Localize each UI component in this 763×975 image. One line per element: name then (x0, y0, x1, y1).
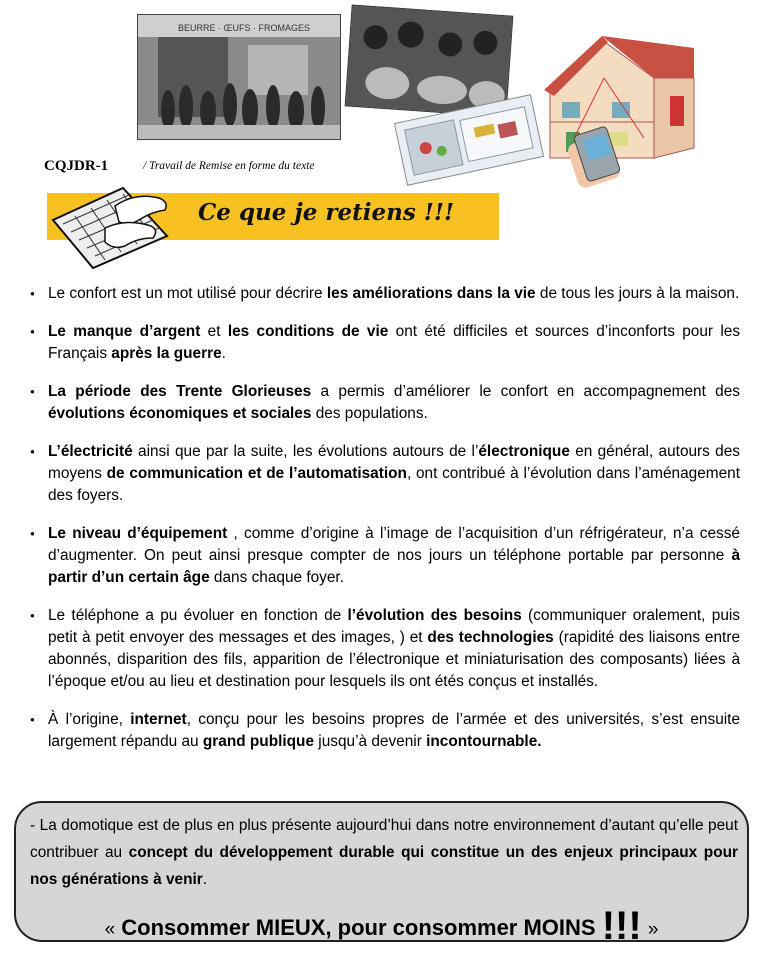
slogan-open-quote: « (104, 919, 116, 940)
photo-market-crowd (345, 4, 514, 117)
document-code: CQJDR-1 (44, 158, 109, 174)
banner-title: Ce que je retiens !!! (198, 199, 455, 226)
bullet-item: ● Le niveau d’équipement , comme d’origine à l’image de l’acquisition d’un réfrigérateur, n’a cessé d’augmenter. On peut ainsi presque compter de nos jours un téléphone portable par personne à partir d’un certain âge dans chaque foyer. (30, 523, 740, 589)
bullet-item: ● Le téléphone a pu évoluer en fonction de l’évolution des besoins (communiquer oralement, puis petit à petit envoyer des messages et des images, ) et des technologies (rapidité des liaisons entre abonnés, disparition des fils, apparition de l’électronique et miniaturisation des composants) liées à l’époque et/ou au lieu et destination pour lesquels ils ont étés conçus et installés. (30, 605, 740, 693)
photo-postwar-queue (137, 14, 341, 140)
bullet-item: ● Le manque d’argent et les conditions de vie ont été difficiles et sources d’inconforts pour les Français après la guerre. (30, 321, 740, 365)
slogan (0, 904, 763, 949)
summary-bullets (30, 283, 740, 753)
bullet-item: ● À l’origine, internet, conçu pour les besoins propres de l’armée et des universités, s’est ensuite largement répandu au grand publique jusqu’à devenir incontournable. (30, 709, 740, 753)
queue-photo-sign: BEURRE · ŒUFS · FROMAGES (178, 23, 311, 33)
bullet-item: ● L’électricité ainsi que par la suite, les évolutions autours de l’électronique en général, autours des moyens de communication et de l’automatisation, ont contribué à l’évolution dans l’aménagement des foyers. (30, 441, 740, 507)
bullet-item: ● Le confort est un mot utilisé pour décrire les améliorations dans la vie de tous les jours à la maison. (30, 283, 740, 305)
smart-home-illustration (544, 18, 702, 188)
bullet-item: ● La période des Trente Glorieuses a permis d’améliorer le confort en accompagnement des évolutions économiques et sociales des populations. (30, 381, 740, 425)
slogan-text: Consommer MIEUX, pour consommer MOINS (121, 915, 596, 940)
conclusion-text: - La domotique est de plus en plus présente aujourd’hui dans notre environnement d’autant qu’elle peut contribuer au concept du développement durable qui constitue un des enjeux principaux pour nos générations à venir. (30, 817, 738, 888)
keyboard-hands-icon (45, 186, 175, 270)
document-subtitle: / Travail de Remise en forme du texte (143, 160, 315, 172)
slogan-close-quote: » (647, 919, 659, 940)
slogan-exclamation: !!! (601, 904, 642, 948)
